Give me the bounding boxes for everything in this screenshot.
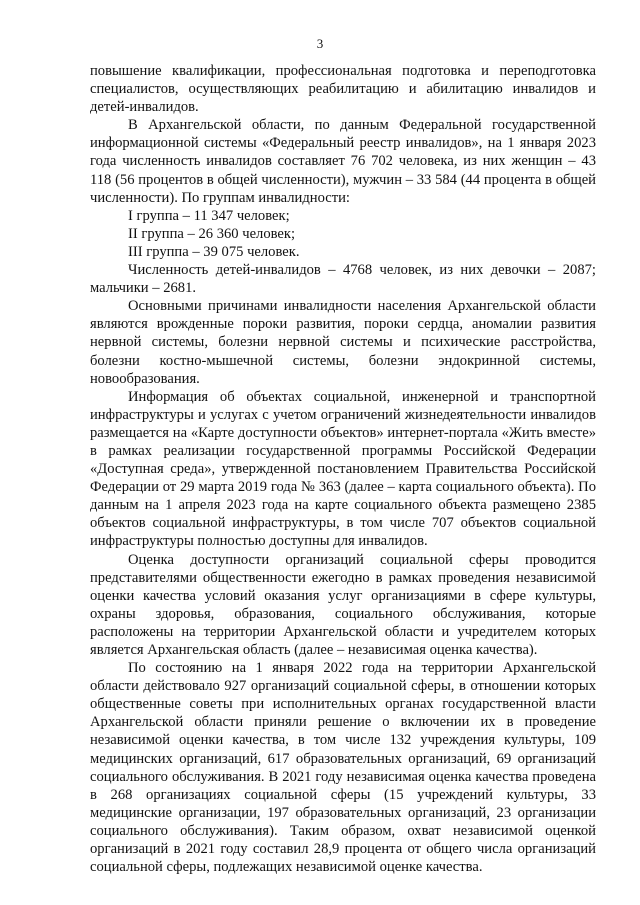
list-item-group-2: II группа – 26 360 человек; [128, 225, 296, 242]
paragraph-disabled-population: В Архангельской области, по данным Федеральной государственной информационной системы «Федеральный реестр инвалидов», на 1 января 2023 года численность инвалидов составляет 76 702 человека, из них женщин – 43 118 (56 процентов в общей численности), мужчин – 33 584 (44 процента в общей численности). По группам инвалидности: [90, 117, 596, 206]
paragraph-causes: Основными причинами инвалидности населения Архангельской области являются врожденные пороки развития, пороки сердца, аномалии развития нервной системы, болезни нервной системы и психические расстройства, болезни костно-мышечной системы, болезни эндокринной системы, новообразования. [90, 298, 596, 387]
list-item-group-1: I группа – 11 347 человек; [128, 207, 290, 224]
paragraph-disabled-children: Численность детей-инвалидов – 4768 человек, из них девочки – 2087; мальчики – 2681. [90, 262, 596, 297]
document-body [90, 62, 596, 876]
paragraph-accessibility-map: Информация об объектах социальной, инженерной и транспортной инфраструктуры и услугах с учетом ограничений жизнедеятельности инвалидов размещается на «Карте доступности объектов» интернет-портала «Жить вместе» в рамках реализации государственной программы Российской Федерации «Доступная среда», утвержденной постановлением Правительства Российской Федерации от 29 марта 2019 года № 363 (далее – карта социального объекта). По данным на 1 апреля 2023 года на карте социального объекта размещено 2385 объектов социальной инфраструктуры, в том числе 707 объектов социальной инфраструктуры полностью доступны для инвалидов. [90, 388, 596, 550]
paragraph-continuation: повышение квалификации, профессиональная подготовка и переподготовка специалистов, осуществляющих реабилитацию и абилитацию инвалидов и детей-инвалидов. [90, 63, 596, 116]
paragraph-assessment: Оценка доступности организаций социальной сферы проводится представителями общественности ежегодно в рамках проведения независимой оценки качества условий оказания услуг организациями в сфере культуры, охраны здоровья, образования, социального обслуживания, которые расположены на территории Архангельской области и учредителем которых является Архангельская область (далее – независимая оценка качества). [90, 551, 596, 658]
paragraph-organizations: По состоянию на 1 января 2022 года на территории Архангельской области действовало 927 организаций социальной сферы, в отношении которых общественные советы при исполнительных органах государственной власти Архангельской области приняли решение о включении их в проведение независимой оценки качества, в том числе 132 учреждения культуры, 109 медицинских организаций, 617 образовательных организаций, 69 организаций социального обслуживания. В 2021 году независимая оценка качества проведена в 268 организациях социальной сферы (15 учреждений культуры, 33 медицинские организации, 197 образовательных организаций, 23 организации социального обслуживания). Таким образом, охват независимой оценкой организаций в 2021 году составил 28,9 процента от общего числа организаций социальной сферы, подлежащих независимой оценке качества. [90, 660, 596, 876]
list-item-group-3: III группа – 39 075 человек. [128, 243, 300, 260]
page-number: 3 [316, 36, 324, 51]
